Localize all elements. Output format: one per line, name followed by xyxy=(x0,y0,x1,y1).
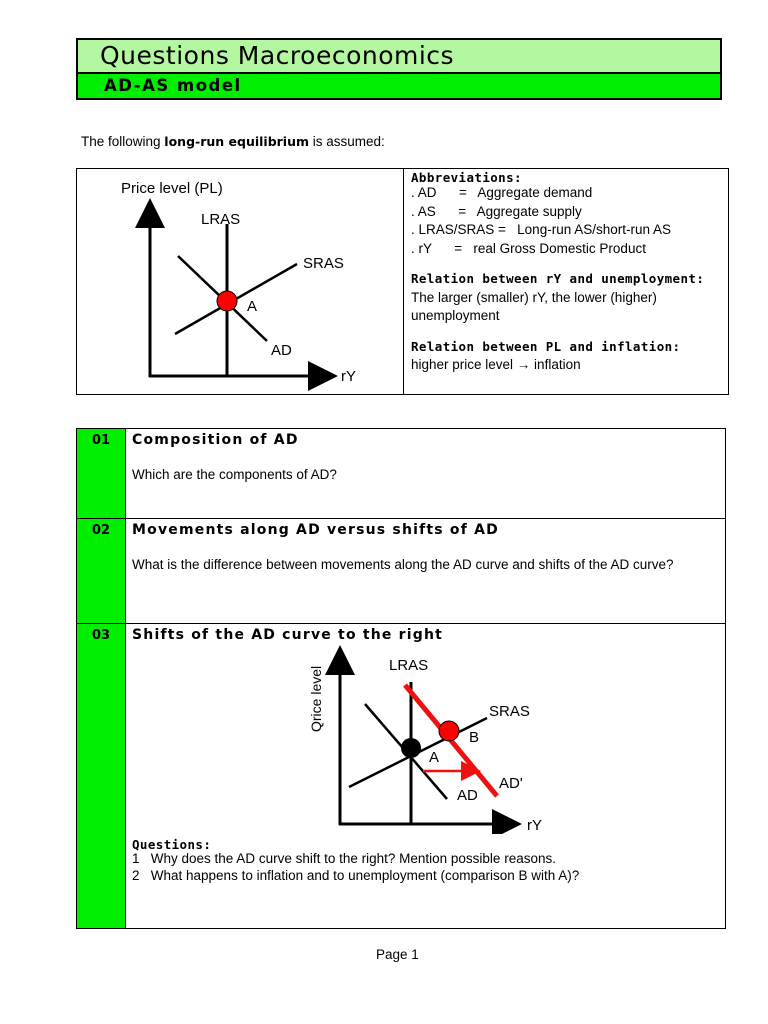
lras-label: LRAS xyxy=(201,211,241,228)
question-text: Which are the components of AD? xyxy=(132,467,337,482)
intro-after: is assumed: xyxy=(309,134,385,149)
page-number: Page 1 xyxy=(376,947,419,962)
relation-pl-heading: Relation between PL and inflation: xyxy=(411,338,681,354)
x-axis-label: rY xyxy=(527,817,542,834)
page-subtitle: AD-AS model xyxy=(104,76,242,95)
ad-label: AD xyxy=(457,787,478,804)
y-axis-label: Qrice level xyxy=(308,665,324,732)
point-b xyxy=(439,721,459,741)
ad-shift-diagram xyxy=(287,644,587,834)
abbreviation-item: . rY = real Gross Domestic Product xyxy=(411,240,646,256)
sub-questions-heading: Questions: xyxy=(132,837,212,852)
relation-ry-heading: Relation between rY and unemployment: xyxy=(411,271,705,286)
abbreviations-heading: Abbreviations: xyxy=(411,170,522,185)
question-title: Shifts of the AD curve to the right xyxy=(132,627,444,643)
y-axis-label: Price level (PL) xyxy=(121,180,223,197)
lras-label: LRAS xyxy=(389,657,429,674)
intro-before: The following xyxy=(81,134,165,149)
sras-label: SRAS xyxy=(489,703,530,720)
abbreviations-panel xyxy=(411,171,729,375)
ad-shifted-label: AD' xyxy=(499,775,523,792)
question-title: Movements along AD versus shifts of AD xyxy=(132,522,499,538)
equilibrium-diagram xyxy=(77,169,403,394)
relation-pl-text: higher price level → inflation xyxy=(411,357,581,372)
question-row-03 xyxy=(76,623,726,929)
abbreviation-item: . AD = Aggregate demand xyxy=(411,185,593,200)
point-a xyxy=(217,291,237,311)
sub-question-item: 2 What happens to inflation and to unemployment (comparison B with A)? xyxy=(132,867,580,883)
equilibrium-divider xyxy=(403,169,404,394)
relation-ry-text: The larger (smaller) rY, the lower (higher) unemployment xyxy=(411,289,657,323)
point-a-label: A xyxy=(429,749,440,766)
question-number: 03 xyxy=(77,624,126,928)
question-title: Composition of AD xyxy=(132,432,299,448)
point-a xyxy=(401,738,421,758)
sub-question-item: 1 Why does the AD curve shift to the right? Mention possible reasons. xyxy=(132,851,556,866)
abbreviation-item: . LRAS/SRAS = Long-run AS/short-run AS xyxy=(411,222,672,237)
intro-bold: long-run equilibrium xyxy=(164,134,310,149)
sras-label: SRAS xyxy=(303,255,344,272)
point-b-label: B xyxy=(469,729,480,746)
ad-label: AD xyxy=(271,342,292,359)
abbreviation-item: . AS = Aggregate supply xyxy=(411,203,582,219)
intro-sentence xyxy=(81,134,385,149)
question-number: 02 xyxy=(77,519,126,623)
title-banner xyxy=(76,38,722,74)
page-title: Questions Macroeconomics xyxy=(100,41,455,70)
question-number: 01 xyxy=(77,429,126,518)
question-row-01 xyxy=(76,428,726,519)
equilibrium-box xyxy=(76,168,729,395)
question-row-02 xyxy=(76,518,726,624)
point-a-label: A xyxy=(247,298,258,315)
x-axis-label: rY xyxy=(341,368,356,385)
question-text: What is the difference between movements along the AD curve and shifts of the AD curve? xyxy=(132,557,674,572)
subtitle-banner xyxy=(76,74,722,100)
sub-questions xyxy=(132,838,717,884)
